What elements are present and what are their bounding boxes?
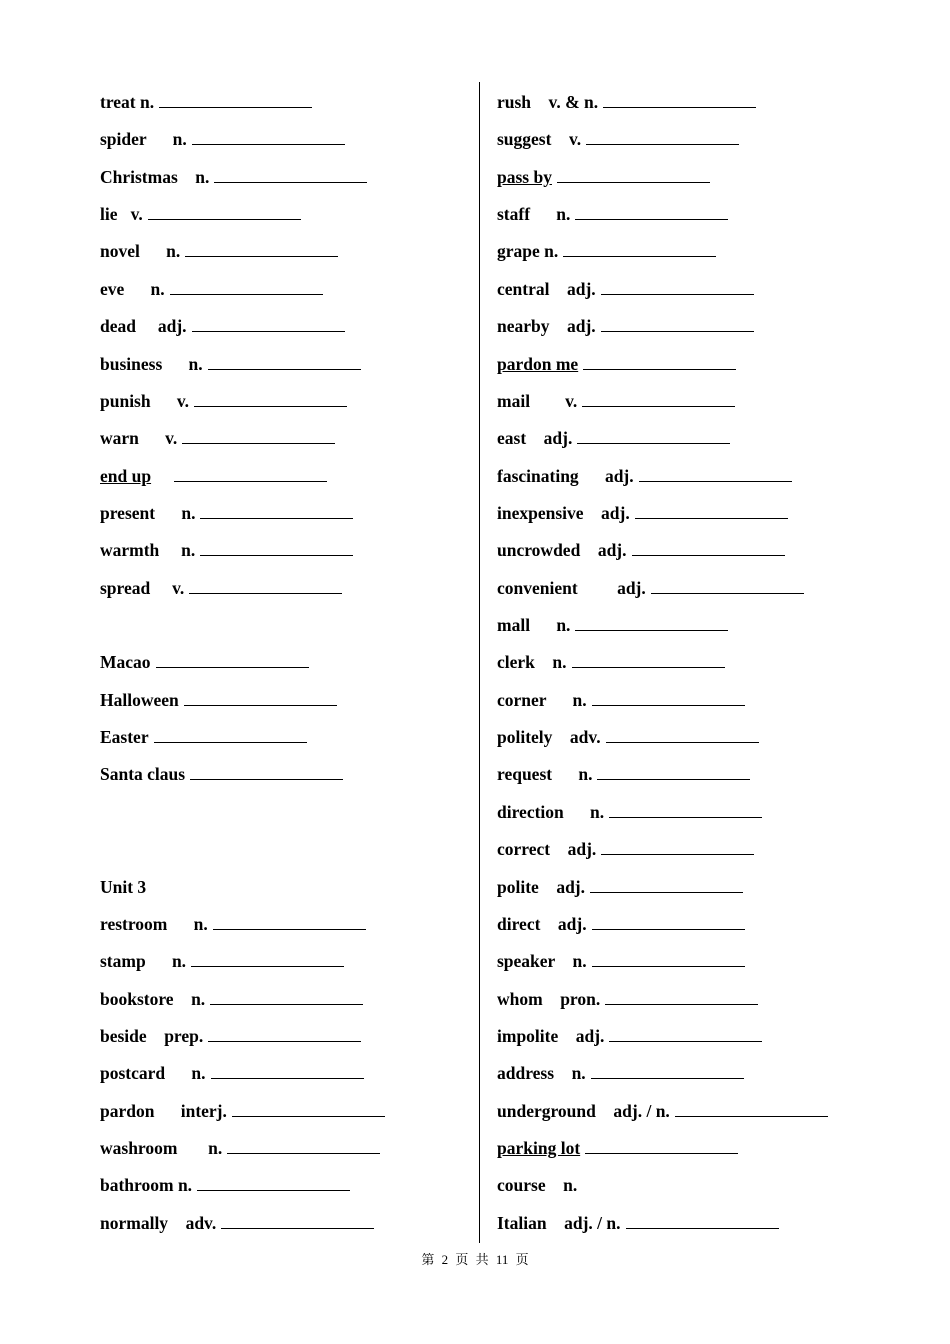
gap bbox=[531, 92, 549, 112]
answer-blank[interactable] bbox=[208, 352, 361, 370]
part-of-speech: v. bbox=[172, 577, 185, 598]
vocab-word: rush bbox=[497, 92, 532, 112]
vocab-entry bbox=[100, 499, 470, 536]
gap bbox=[543, 989, 561, 1009]
vocab-entry bbox=[497, 1097, 937, 1134]
vocab-word: Christmas bbox=[100, 166, 178, 187]
answer-blank[interactable] bbox=[586, 127, 739, 145]
vocab-word: politely bbox=[497, 727, 553, 748]
gap bbox=[151, 391, 177, 411]
part-of-speech: adj. bbox=[157, 316, 187, 337]
vocab-word: bathroom bbox=[100, 1175, 174, 1196]
answer-blank[interactable] bbox=[210, 987, 363, 1005]
answer-blank[interactable] bbox=[590, 875, 743, 893]
part-of-speech: v. bbox=[176, 390, 190, 411]
vocab-entry bbox=[497, 873, 937, 910]
vocab-word: underground bbox=[497, 1100, 596, 1121]
vocab-entry bbox=[100, 88, 470, 125]
vocab-word: nearby bbox=[497, 316, 550, 337]
vocab-entry bbox=[100, 873, 470, 910]
part-of-speech: pron. bbox=[560, 988, 601, 1009]
gap bbox=[174, 989, 192, 1009]
gap bbox=[596, 1101, 614, 1121]
part-of-speech: n. bbox=[578, 764, 593, 785]
vocab-entry bbox=[100, 163, 470, 200]
vocab-entry bbox=[100, 1022, 470, 1059]
vocab-entry bbox=[100, 125, 470, 162]
vocab-entry bbox=[497, 574, 937, 611]
answer-blank[interactable] bbox=[232, 1099, 385, 1117]
answer-blank[interactable] bbox=[194, 389, 347, 407]
answer-blank[interactable] bbox=[626, 1211, 779, 1229]
vocab-word: normally bbox=[100, 1212, 169, 1233]
part-of-speech: adj. bbox=[604, 465, 634, 486]
vocab-entry bbox=[100, 648, 470, 685]
vocab-entry bbox=[497, 88, 937, 125]
vocab-entry bbox=[497, 424, 937, 461]
part-of-speech: v. bbox=[568, 129, 582, 150]
vocab-word: end up bbox=[100, 465, 152, 486]
vocab-entry bbox=[497, 1171, 937, 1208]
vocab-word: washroom bbox=[100, 1138, 178, 1159]
part-of-speech: n. bbox=[172, 129, 187, 150]
part-of-speech: adv. bbox=[185, 1212, 217, 1233]
vocab-entry bbox=[100, 686, 470, 723]
part-of-speech: n. bbox=[171, 951, 187, 972]
part-of-speech: v. & n. bbox=[548, 92, 599, 112]
vocab-entry bbox=[497, 985, 937, 1022]
vocab-entry bbox=[497, 835, 937, 872]
part-of-speech: n. bbox=[556, 615, 571, 636]
page-footer: 第 2 页 共 11 页 bbox=[421, 1252, 529, 1267]
part-of-speech: n. bbox=[563, 1175, 578, 1196]
vocab-entry bbox=[497, 350, 937, 387]
vocab-entry bbox=[100, 574, 470, 611]
answer-blank[interactable] bbox=[651, 576, 804, 594]
gap bbox=[165, 1063, 191, 1083]
part-of-speech: adj. bbox=[597, 540, 627, 561]
part-of-speech: adj. bbox=[567, 316, 596, 337]
vocab-word: Macao bbox=[100, 652, 151, 673]
vocab-entry bbox=[497, 275, 937, 312]
gap bbox=[146, 129, 172, 149]
blank-line bbox=[100, 835, 470, 872]
vocab-entry bbox=[100, 275, 470, 312]
vocab-entry bbox=[497, 648, 937, 685]
vocab-entry bbox=[100, 312, 470, 349]
part-of-speech: v. bbox=[565, 390, 578, 411]
part-of-speech: adj. / n. bbox=[564, 1212, 621, 1233]
answer-blank[interactable] bbox=[597, 762, 750, 780]
vocab-word: pardon me bbox=[497, 353, 579, 374]
vocab-entry bbox=[100, 350, 470, 387]
gap bbox=[552, 727, 570, 747]
part-of-speech: prep. bbox=[164, 1025, 204, 1046]
part-of-speech: adj. bbox=[556, 876, 585, 897]
vocab-word: direct bbox=[497, 913, 541, 934]
answer-blank[interactable] bbox=[174, 464, 327, 482]
part-of-speech: adj. bbox=[617, 577, 646, 598]
vocab-entry bbox=[100, 1134, 470, 1171]
answer-blank[interactable] bbox=[200, 501, 353, 519]
part-of-speech: n. bbox=[191, 988, 206, 1009]
gap bbox=[154, 1101, 180, 1121]
answer-blank[interactable] bbox=[221, 1211, 374, 1229]
gap bbox=[555, 951, 573, 971]
vocab-word: Italian bbox=[497, 1212, 547, 1233]
gap bbox=[155, 503, 181, 523]
vocab-entry bbox=[100, 1171, 470, 1208]
gap bbox=[535, 652, 553, 672]
vocab-word: correct bbox=[497, 839, 551, 860]
gap bbox=[168, 1213, 186, 1233]
part-of-speech: n. bbox=[166, 241, 181, 262]
answer-blank[interactable] bbox=[635, 501, 788, 519]
answer-blank[interactable] bbox=[585, 1136, 738, 1154]
answer-blank[interactable] bbox=[592, 688, 745, 706]
gap bbox=[550, 839, 568, 859]
vocab-entry bbox=[100, 424, 470, 461]
answer-blank[interactable] bbox=[605, 987, 758, 1005]
vocab-word: bookstore bbox=[100, 988, 174, 1009]
vocab-entry bbox=[497, 200, 937, 237]
part-of-speech: n. bbox=[590, 801, 605, 822]
gap bbox=[124, 279, 150, 299]
vocab-word: pass by bbox=[497, 166, 552, 187]
vocab-word: parking lot bbox=[497, 1138, 581, 1159]
vocab-word: whom bbox=[497, 988, 543, 1009]
gap bbox=[530, 615, 556, 635]
part-of-speech: adj. bbox=[575, 1025, 605, 1046]
answer-blank[interactable] bbox=[639, 464, 792, 482]
gap bbox=[546, 690, 572, 710]
vocab-word: course bbox=[497, 1175, 546, 1196]
part-of-speech: n. bbox=[191, 1063, 206, 1084]
vocab-entry bbox=[100, 1097, 470, 1134]
vocab-word: fascinating bbox=[497, 465, 579, 486]
part-of-speech: adj. bbox=[566, 278, 596, 299]
vocab-word: suggest bbox=[497, 129, 552, 150]
blank-line bbox=[100, 611, 470, 648]
gap bbox=[539, 877, 557, 897]
answer-blank[interactable] bbox=[200, 538, 353, 556]
vocab-entry bbox=[100, 985, 470, 1022]
gap bbox=[139, 428, 165, 448]
part-of-speech: n. bbox=[552, 652, 567, 673]
gap bbox=[554, 1063, 572, 1083]
gap bbox=[136, 316, 158, 336]
answer-blank[interactable] bbox=[213, 912, 366, 930]
vocab-word: stamp bbox=[100, 951, 146, 972]
vocab-word: address bbox=[497, 1063, 555, 1084]
vocab-word: direction bbox=[497, 801, 564, 822]
answer-blank[interactable] bbox=[592, 912, 745, 930]
vocab-word: present bbox=[100, 502, 156, 523]
vocab-word: Halloween bbox=[100, 689, 179, 710]
answer-blank[interactable] bbox=[557, 165, 710, 183]
vocab-entry bbox=[497, 312, 937, 349]
answer-blank[interactable] bbox=[572, 650, 725, 668]
vocab-entry bbox=[497, 611, 937, 648]
vocab-entry bbox=[497, 798, 937, 835]
answer-blank[interactable] bbox=[601, 314, 754, 332]
vocab-word: postcard bbox=[100, 1063, 166, 1084]
answer-blank[interactable] bbox=[575, 613, 728, 631]
gap bbox=[146, 951, 172, 971]
answer-blank[interactable] bbox=[159, 90, 312, 108]
vocab-word: restroom bbox=[100, 913, 168, 934]
answer-blank[interactable] bbox=[603, 90, 756, 108]
gap bbox=[530, 391, 565, 411]
part-of-speech: n. bbox=[556, 204, 571, 225]
vocab-word: eve bbox=[100, 278, 125, 299]
part-of-speech: n. bbox=[181, 540, 196, 561]
answer-blank[interactable] bbox=[182, 426, 335, 444]
answer-blank[interactable] bbox=[189, 576, 342, 594]
gap bbox=[526, 428, 544, 448]
answer-blank[interactable] bbox=[583, 352, 736, 370]
answer-blank[interactable] bbox=[214, 165, 367, 183]
vocab-entry bbox=[497, 237, 937, 274]
blank-line bbox=[100, 798, 470, 835]
part-of-speech: adj. bbox=[557, 913, 587, 934]
gap bbox=[564, 802, 590, 822]
part-of-speech: n. bbox=[150, 278, 165, 299]
part-of-speech: v. bbox=[130, 204, 143, 225]
answer-blank[interactable] bbox=[197, 1173, 350, 1191]
vocab-word: east bbox=[497, 428, 527, 449]
gap bbox=[558, 1026, 576, 1046]
part-of-speech: n. bbox=[177, 1175, 193, 1196]
vocab-word: spread bbox=[100, 577, 151, 598]
gap bbox=[546, 1175, 564, 1195]
vocab-entry bbox=[497, 125, 937, 162]
vocab-entry bbox=[497, 910, 937, 947]
part-of-speech: adj. bbox=[601, 502, 630, 523]
answer-blank[interactable] bbox=[577, 426, 730, 444]
vocab-entry bbox=[497, 1209, 937, 1246]
part-of-speech: adj. bbox=[567, 839, 597, 860]
vocab-word: request bbox=[497, 764, 553, 785]
vocab-entry bbox=[497, 947, 937, 984]
vocab-entry bbox=[497, 163, 937, 200]
part-of-speech: adj. bbox=[543, 428, 573, 449]
answer-blank[interactable] bbox=[227, 1136, 380, 1154]
vocab-entry bbox=[497, 1059, 937, 1096]
answer-blank[interactable] bbox=[154, 725, 307, 743]
vocab-entry bbox=[100, 200, 470, 237]
answer-blank[interactable] bbox=[156, 650, 309, 668]
gap bbox=[150, 578, 172, 598]
gap bbox=[151, 466, 169, 486]
part-of-speech: n. bbox=[181, 502, 196, 523]
gap bbox=[547, 1213, 565, 1233]
gap bbox=[178, 167, 196, 187]
gap bbox=[147, 1026, 165, 1046]
gap bbox=[162, 354, 188, 374]
vocab-word: lie bbox=[100, 204, 118, 225]
answer-blank[interactable] bbox=[601, 837, 754, 855]
vocab-entry bbox=[497, 686, 937, 723]
answer-blank[interactable] bbox=[609, 1024, 762, 1042]
answer-blank[interactable] bbox=[591, 1061, 744, 1079]
answer-blank[interactable] bbox=[184, 688, 337, 706]
answer-blank[interactable] bbox=[190, 762, 343, 780]
vocab-entry bbox=[497, 1134, 937, 1171]
right-column bbox=[497, 88, 937, 1246]
gap bbox=[549, 279, 567, 299]
vocab-word: beside bbox=[100, 1025, 147, 1046]
vocab-word: polite bbox=[497, 876, 539, 897]
vocab-entry bbox=[100, 237, 470, 274]
gap bbox=[550, 316, 568, 336]
vocab-entry bbox=[100, 910, 470, 947]
gap bbox=[552, 764, 578, 784]
vocab-word: speaker bbox=[497, 951, 556, 972]
column-divider bbox=[479, 82, 480, 1243]
vocab-entry bbox=[497, 387, 937, 424]
answer-blank[interactable] bbox=[601, 277, 754, 295]
vocab-word: Easter bbox=[100, 727, 149, 748]
vocab-entry bbox=[100, 536, 470, 573]
answer-blank[interactable] bbox=[191, 949, 344, 967]
vocab-word: warn bbox=[100, 428, 139, 449]
part-of-speech: interj. bbox=[180, 1100, 227, 1121]
vocab-word: Unit 3 bbox=[100, 876, 147, 897]
answer-blank[interactable] bbox=[185, 239, 338, 257]
vocab-word: mail bbox=[497, 390, 531, 411]
vocab-word: corner bbox=[497, 689, 547, 710]
gap bbox=[167, 914, 193, 934]
vocab-word: treat bbox=[100, 92, 136, 112]
vocab-word: mall bbox=[497, 615, 531, 636]
answer-blank[interactable] bbox=[192, 314, 345, 332]
vocab-word: staff bbox=[497, 204, 531, 225]
gap bbox=[177, 1138, 208, 1158]
part-of-speech: n. bbox=[571, 1063, 586, 1084]
vocab-entry bbox=[100, 947, 470, 984]
vocab-word: inexpensive bbox=[497, 502, 584, 523]
answer-blank[interactable] bbox=[632, 538, 785, 556]
gap bbox=[159, 540, 181, 560]
gap bbox=[140, 241, 166, 261]
vocab-word: pardon bbox=[100, 1100, 155, 1121]
part-of-speech: adj. / n. bbox=[613, 1100, 670, 1121]
answer-blank[interactable] bbox=[211, 1061, 364, 1079]
vocab-entry bbox=[100, 1059, 470, 1096]
vocab-word: impolite bbox=[497, 1025, 559, 1046]
part-of-speech: n. bbox=[193, 913, 208, 934]
left-column bbox=[100, 88, 470, 1246]
part-of-speech: n. bbox=[572, 689, 587, 710]
gap bbox=[578, 578, 617, 598]
answer-blank[interactable] bbox=[192, 127, 345, 145]
vocab-word: punish bbox=[100, 390, 151, 411]
answer-blank[interactable] bbox=[148, 202, 301, 220]
part-of-speech: n. bbox=[188, 353, 203, 374]
vocab-entry bbox=[497, 1022, 937, 1059]
vocab-word: dead bbox=[100, 316, 136, 337]
vocab-word: business bbox=[100, 353, 163, 374]
vocab-entry bbox=[497, 536, 937, 573]
answer-blank[interactable] bbox=[609, 800, 762, 818]
vocab-word: clerk bbox=[497, 652, 535, 673]
answer-blank[interactable] bbox=[606, 725, 759, 743]
answer-blank[interactable] bbox=[675, 1099, 828, 1117]
gap bbox=[551, 129, 569, 149]
gap bbox=[118, 204, 131, 224]
part-of-speech: adv. bbox=[569, 727, 601, 748]
gap bbox=[530, 204, 556, 224]
vocab-word: grape bbox=[497, 241, 540, 262]
answer-blank[interactable] bbox=[582, 389, 735, 407]
answer-blank[interactable] bbox=[563, 239, 716, 257]
vocab-word: spider bbox=[100, 129, 147, 150]
part-of-speech: n. bbox=[208, 1138, 223, 1159]
answer-blank[interactable] bbox=[575, 202, 728, 220]
vocab-entry bbox=[100, 387, 470, 424]
gap bbox=[584, 503, 602, 523]
gap bbox=[540, 914, 558, 934]
vocab-word: novel bbox=[100, 241, 140, 262]
part-of-speech: n. bbox=[195, 166, 210, 187]
gap bbox=[580, 540, 598, 560]
vocab-word: convenient bbox=[497, 577, 578, 598]
vocab-entry bbox=[100, 462, 470, 499]
gap bbox=[579, 466, 605, 486]
vocab-word: Santa claus bbox=[100, 764, 186, 785]
vocab-entry bbox=[497, 462, 937, 499]
part-of-speech: n. bbox=[544, 241, 559, 262]
vocab-word: uncrowded bbox=[497, 540, 581, 561]
vocab-word: central bbox=[497, 278, 550, 299]
vocab-entry bbox=[497, 760, 937, 797]
vocab-entry bbox=[100, 723, 470, 760]
answer-blank[interactable] bbox=[208, 1024, 361, 1042]
vocab-entry bbox=[100, 1209, 470, 1246]
answer-blank[interactable] bbox=[170, 277, 323, 295]
answer-blank[interactable] bbox=[592, 949, 745, 967]
vocab-entry bbox=[497, 499, 937, 536]
part-of-speech: v. bbox=[165, 428, 178, 449]
part-of-speech: n. bbox=[140, 92, 155, 112]
part-of-speech: n. bbox=[572, 951, 587, 972]
vocab-word: warmth bbox=[100, 540, 160, 561]
vocab-entry bbox=[497, 723, 937, 760]
vocab-entry bbox=[100, 760, 470, 797]
